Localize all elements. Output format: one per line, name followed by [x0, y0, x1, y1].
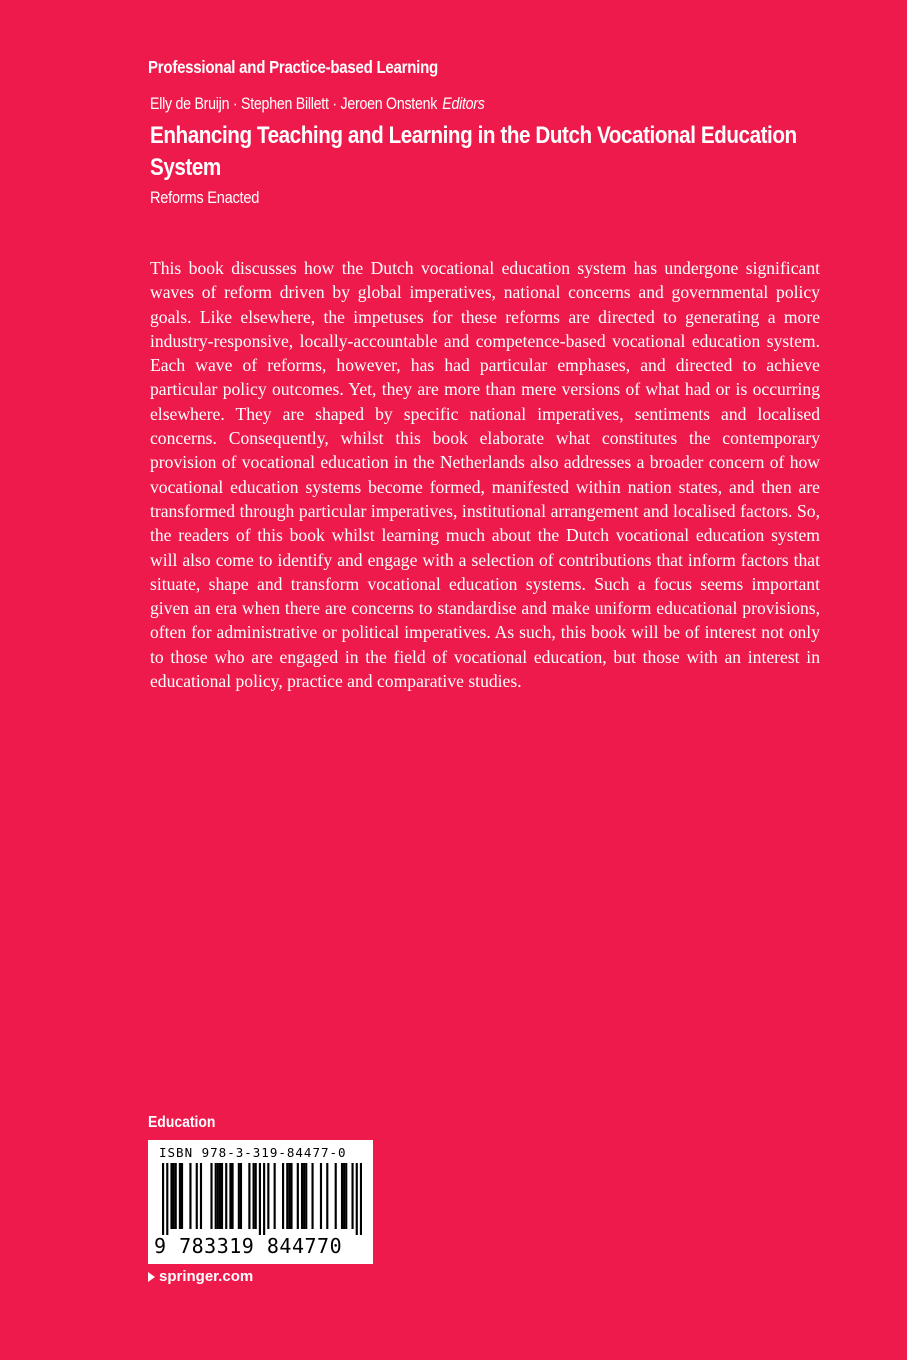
subject-category: Education	[148, 1114, 216, 1131]
barcode-bar	[341, 1163, 343, 1229]
barcode-bar	[360, 1163, 362, 1235]
editor-names: Elly de Bruijn · Stephen Billett · Jeroen Onstenk	[150, 95, 438, 113]
barcode-bar	[274, 1163, 276, 1229]
barcode-bar	[179, 1163, 181, 1229]
barcode-bar	[231, 1163, 233, 1229]
barcode-bar	[253, 1163, 255, 1229]
barcode-bar	[238, 1163, 240, 1229]
barcode-bar	[162, 1163, 164, 1235]
barcode-bar	[320, 1163, 322, 1229]
isbn-barcode	[148, 1140, 373, 1264]
barcode-bar	[263, 1163, 265, 1235]
barcode-bar	[286, 1163, 288, 1229]
barcode-bar	[356, 1163, 358, 1235]
barcode-bar	[303, 1163, 305, 1229]
barcode-bar	[181, 1163, 183, 1229]
editors-line	[150, 95, 485, 114]
barcode-digits: 9 783319 844770	[154, 1234, 343, 1258]
barcode-bar	[335, 1163, 337, 1229]
barcode-bars	[162, 1163, 362, 1235]
barcode-bar	[311, 1163, 313, 1229]
barcode-bar	[219, 1163, 221, 1229]
barcode-bar	[210, 1163, 212, 1229]
book-title: Enhancing Teaching and Learning in the Dutch Vocational Education System	[150, 122, 797, 181]
editors-role: Editors	[442, 95, 485, 113]
barcode-bar	[240, 1163, 242, 1229]
triangle-right-icon	[148, 1272, 155, 1282]
barcode-bar	[305, 1163, 307, 1229]
barcode-bar	[326, 1163, 328, 1229]
barcode-bar	[200, 1163, 202, 1229]
barcode-bar	[170, 1163, 172, 1229]
book-description: This book discusses how the Dutch vocational education system has undergone significant waves of reform driven by global imperatives, national concerns and governmental policy goals. Like elsewhere, the impetuses for these reforms are directed to generating a more industry-responsive, locally-accountable and competence-based vocational education system. Each wave of reforms, however, has had particular emphases, and directed to achieve particular policy outcomes. Yet, they are more than mere versions of what had or is occurring elsewhere. They are shaped by specific national imperatives, sentiments and localised concerns. Consequently, whilst this book elaborate what constitutes the contemporary provision of vocational education in the Netherlands also addresses a broader concern of how vocational education systems become formed, manifested within nation states, and then are transformed through particular imperatives, institutional arrangement and localised factors. So, the readers of this book whilst learning much about the Dutch vocational education system will also come to identify and engage with a selection of contributions that inform factors that situate, shape and transform vocational education systems. Such a focus seems important given an era when there are concerns to standardise and make uniform educational provisions, often for administrative or political imperatives. As such, this book will be of interest not only to those who are engaged in the field of vocational education, but those with an interest in educational policy, practice and comparative studies.	[150, 258, 820, 692]
publisher-link[interactable]	[148, 1268, 253, 1285]
barcode-bar	[221, 1163, 223, 1229]
barcode-bar	[259, 1163, 261, 1235]
barcode-bar	[248, 1163, 250, 1229]
book-subtitle: Reforms Enacted	[150, 188, 260, 207]
barcode-bar	[267, 1163, 269, 1229]
barcode-bar	[215, 1163, 217, 1229]
barcode-bar	[288, 1163, 290, 1229]
barcode-bar	[217, 1163, 219, 1229]
series-title: Professional and Practice-based Learning	[148, 57, 438, 77]
barcode-bar	[173, 1163, 175, 1229]
barcode-bar	[345, 1163, 347, 1229]
barcode-bar	[166, 1163, 168, 1235]
barcode-bar	[225, 1163, 227, 1229]
barcode-bar	[196, 1163, 198, 1229]
barcode-bar	[189, 1163, 191, 1229]
barcode-bar	[297, 1163, 299, 1229]
barcode-bar	[343, 1163, 345, 1229]
isbn-label: ISBN 978-3-319-84477-0	[159, 1145, 347, 1160]
barcode-bar	[229, 1163, 231, 1229]
barcode-bar	[255, 1163, 257, 1229]
barcode-bar	[301, 1163, 303, 1229]
barcode-bar	[351, 1163, 353, 1229]
barcode-bar	[290, 1163, 292, 1229]
publisher-url: springer.com	[159, 1268, 254, 1285]
barcode-bar	[175, 1163, 177, 1229]
barcode-bar	[282, 1163, 284, 1229]
